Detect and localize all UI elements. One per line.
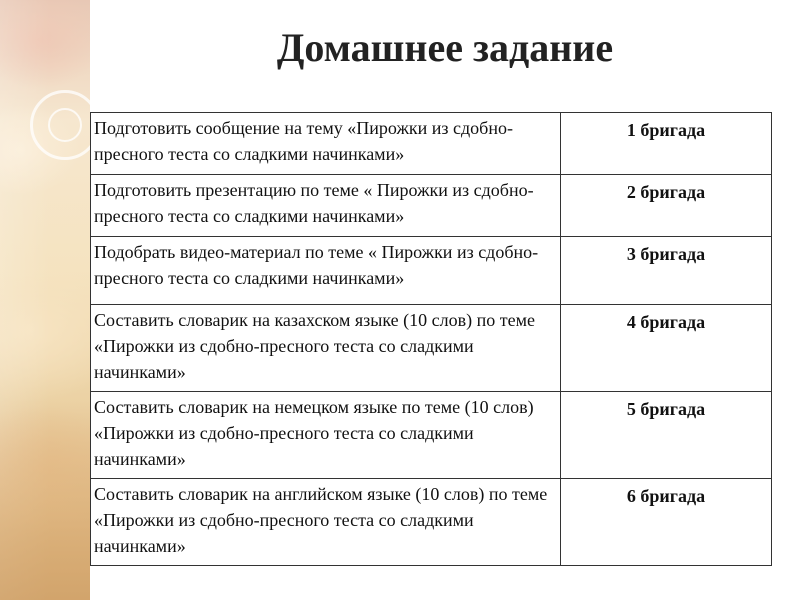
team-cell: 6 бригада <box>561 479 772 566</box>
task-cell: Подготовить презентацию по теме « Пирожки из сдобно-пресного теста со сладкими начинками» <box>91 175 561 237</box>
table-row <box>91 479 772 566</box>
task-cell: Составить словарик на немецком языке по теме (10 слов) «Пирожки из сдобно-пресного теста со сладкими начинками» <box>91 392 561 479</box>
homework-table <box>90 112 772 566</box>
wooden-board <box>0 400 90 600</box>
team-cell: 2 бригада <box>561 175 772 237</box>
task-cell: Подобрать видео-материал по теме « Пирожки из сдобно-пресного теста со сладкими начинками» <box>91 237 561 305</box>
flour-ring-inner-decoration <box>48 108 82 142</box>
table-row <box>91 175 772 237</box>
table-row <box>91 392 772 479</box>
team-cell: 3 бригада <box>561 237 772 305</box>
table-row <box>91 305 772 392</box>
team-cell: 1 бригада <box>561 113 772 175</box>
dough-photo <box>0 0 90 600</box>
page-title: Домашнее задание <box>276 25 614 70</box>
team-cell: 4 бригада <box>561 305 772 392</box>
task-cell: Подготовить сообщение на тему «Пирожки из сдобно-пресного теста со сладкими начинками» <box>91 113 561 175</box>
task-cell: Составить словарик на казахском языке (10 слов) по теме «Пирожки из сдобно-пресного теста со сладкими начинками» <box>91 305 561 392</box>
team-cell: 5 бригада <box>561 392 772 479</box>
table-row <box>91 113 772 175</box>
table-row <box>91 237 772 305</box>
task-cell: Составить словарик на английском языке (10 слов) по теме «Пирожки из сдобно-пресного теста со сладкими начинками» <box>91 479 561 566</box>
